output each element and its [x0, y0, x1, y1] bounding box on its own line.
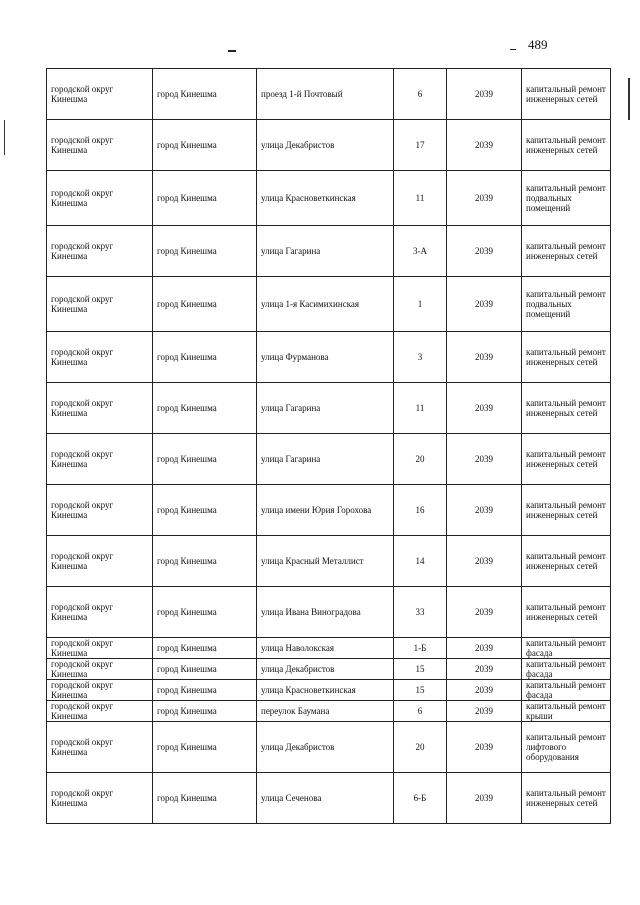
year-cell: 2039 — [447, 638, 522, 659]
year-cell: 2039 — [447, 69, 522, 120]
street-cell: улица Красноветкинская — [257, 171, 394, 226]
street-cell: улица Гагарина — [257, 226, 394, 277]
street-cell: улица Наволокская — [257, 638, 394, 659]
work-type-cell: капитальный ремонт инженерных сетей — [522, 485, 611, 536]
table-row — [47, 485, 611, 536]
street-cell: улица Декабристов — [257, 722, 394, 773]
table-row — [47, 383, 611, 434]
street-cell: переулок Баумана — [257, 701, 394, 722]
district-cell: городской округ Кинешма — [47, 701, 153, 722]
table-row — [47, 171, 611, 226]
house-number-cell: 20 — [394, 434, 447, 485]
district-cell: городской округ Кинешма — [47, 638, 153, 659]
street-cell: улица Гагарина — [257, 434, 394, 485]
scan-dash — [510, 49, 516, 50]
work-type-cell: капитальный ремонт фасада — [522, 680, 611, 701]
year-cell: 2039 — [447, 171, 522, 226]
city-cell: город Кинешма — [153, 722, 257, 773]
city-cell: город Кинешма — [153, 485, 257, 536]
city-cell: город Кинешма — [153, 171, 257, 226]
scan-dash — [228, 50, 236, 52]
work-type-cell: капитальный ремонт фасада — [522, 659, 611, 680]
district-cell: городской округ Кинешма — [47, 171, 153, 226]
work-type-cell: капитальный ремонт крыши — [522, 701, 611, 722]
city-cell: город Кинешма — [153, 383, 257, 434]
street-cell: улица Красный Металлист — [257, 536, 394, 587]
table-row — [47, 722, 611, 773]
year-cell: 2039 — [447, 536, 522, 587]
table-row — [47, 434, 611, 485]
table-row — [47, 226, 611, 277]
table-row — [47, 120, 611, 171]
table-row — [47, 536, 611, 587]
table-row — [47, 680, 611, 701]
district-cell: городской округ Кинешма — [47, 120, 153, 171]
work-type-cell: капитальный ремонт инженерных сетей — [522, 69, 611, 120]
house-number-cell: 14 — [394, 536, 447, 587]
year-cell: 2039 — [447, 226, 522, 277]
house-number-cell: 6-Б — [394, 773, 447, 824]
table-row — [47, 277, 611, 332]
year-cell: 2039 — [447, 332, 522, 383]
street-cell: улица Ивана Виноградова — [257, 587, 394, 638]
house-number-cell: 11 — [394, 383, 447, 434]
city-cell: город Кинешма — [153, 659, 257, 680]
house-number-cell: 33 — [394, 587, 447, 638]
year-cell: 2039 — [447, 722, 522, 773]
year-cell: 2039 — [447, 701, 522, 722]
work-type-cell: капитальный ремонт подвальных помещений — [522, 277, 611, 332]
city-cell: город Кинешма — [153, 638, 257, 659]
house-number-cell: 17 — [394, 120, 447, 171]
street-cell: улица Декабристов — [257, 120, 394, 171]
table-row — [47, 701, 611, 722]
city-cell: город Кинешма — [153, 226, 257, 277]
street-cell: улица Фурманова — [257, 332, 394, 383]
city-cell: город Кинешма — [153, 277, 257, 332]
house-number-cell: 6 — [394, 69, 447, 120]
street-cell: улица имени Юрия Горохова — [257, 485, 394, 536]
work-type-cell: капитальный ремонт инженерных сетей — [522, 120, 611, 171]
house-number-cell: 11 — [394, 171, 447, 226]
house-number-cell: 15 — [394, 680, 447, 701]
district-cell: городской округ Кинешма — [47, 536, 153, 587]
year-cell: 2039 — [447, 773, 522, 824]
work-type-cell: капитальный ремонт инженерных сетей — [522, 536, 611, 587]
city-cell: город Кинешма — [153, 587, 257, 638]
district-cell: городской округ Кинешма — [47, 485, 153, 536]
page-number: 489 — [528, 37, 548, 52]
work-type-cell: капитальный ремонт инженерных сетей — [522, 773, 611, 824]
house-number-cell: 3 — [394, 332, 447, 383]
city-cell: город Кинешма — [153, 536, 257, 587]
city-cell: город Кинешма — [153, 773, 257, 824]
district-cell: городской округ Кинешма — [47, 69, 153, 120]
table-row — [47, 638, 611, 659]
year-cell: 2039 — [447, 680, 522, 701]
table-row — [47, 659, 611, 680]
district-cell: городской округ Кинешма — [47, 226, 153, 277]
work-type-cell: капитальный ремонт инженерных сетей — [522, 434, 611, 485]
house-number-cell: 15 — [394, 659, 447, 680]
year-cell: 2039 — [447, 120, 522, 171]
table-row — [47, 69, 611, 120]
year-cell: 2039 — [447, 587, 522, 638]
house-number-cell: 3-А — [394, 226, 447, 277]
city-cell: город Кинешма — [153, 69, 257, 120]
house-number-cell: 20 — [394, 722, 447, 773]
work-type-cell: капитальный ремонт фасада — [522, 638, 611, 659]
table-row — [47, 587, 611, 638]
district-cell: городской округ Кинешма — [47, 383, 153, 434]
work-type-cell: капитальный ремонт инженерных сетей — [522, 226, 611, 277]
house-number-cell: 1 — [394, 277, 447, 332]
house-number-cell: 1-Б — [394, 638, 447, 659]
work-type-cell: капитальный ремонт инженерных сетей — [522, 587, 611, 638]
year-cell: 2039 — [447, 383, 522, 434]
work-type-cell: капитальный ремонт инженерных сетей — [522, 383, 611, 434]
district-cell: городской округ Кинешма — [47, 722, 153, 773]
year-cell: 2039 — [447, 485, 522, 536]
work-type-cell: капитальный ремонт подвальных помещений — [522, 171, 611, 226]
city-cell: город Кинешма — [153, 120, 257, 171]
district-cell: городской округ Кинешма — [47, 587, 153, 638]
scan-edge-mark — [4, 120, 5, 155]
year-cell: 2039 — [447, 434, 522, 485]
district-cell: городской округ Кинешма — [47, 277, 153, 332]
street-cell: проезд 1-й Почтовый — [257, 69, 394, 120]
city-cell: город Кинешма — [153, 434, 257, 485]
scan-edge-mark — [628, 78, 630, 120]
district-cell: городской округ Кинешма — [47, 680, 153, 701]
street-cell: улица 1-я Касимихинская — [257, 277, 394, 332]
work-type-cell: капитальный ремонт лифтового оборудования — [522, 722, 611, 773]
district-cell: городской округ Кинешма — [47, 434, 153, 485]
year-cell: 2039 — [447, 659, 522, 680]
district-cell: городской округ Кинешма — [47, 773, 153, 824]
district-cell: городской округ Кинешма — [47, 659, 153, 680]
house-number-cell: 6 — [394, 701, 447, 722]
house-number-cell: 16 — [394, 485, 447, 536]
work-type-cell: капитальный ремонт инженерных сетей — [522, 332, 611, 383]
street-cell: улица Декабристов — [257, 659, 394, 680]
table-row — [47, 332, 611, 383]
city-cell: город Кинешма — [153, 680, 257, 701]
city-cell: город Кинешма — [153, 701, 257, 722]
district-cell: городской округ Кинешма — [47, 332, 153, 383]
street-cell: улица Красноветкинская — [257, 680, 394, 701]
city-cell: город Кинешма — [153, 332, 257, 383]
housing-repair-table — [46, 68, 611, 824]
street-cell: улица Сеченова — [257, 773, 394, 824]
table-row — [47, 773, 611, 824]
street-cell: улица Гагарина — [257, 383, 394, 434]
year-cell: 2039 — [447, 277, 522, 332]
